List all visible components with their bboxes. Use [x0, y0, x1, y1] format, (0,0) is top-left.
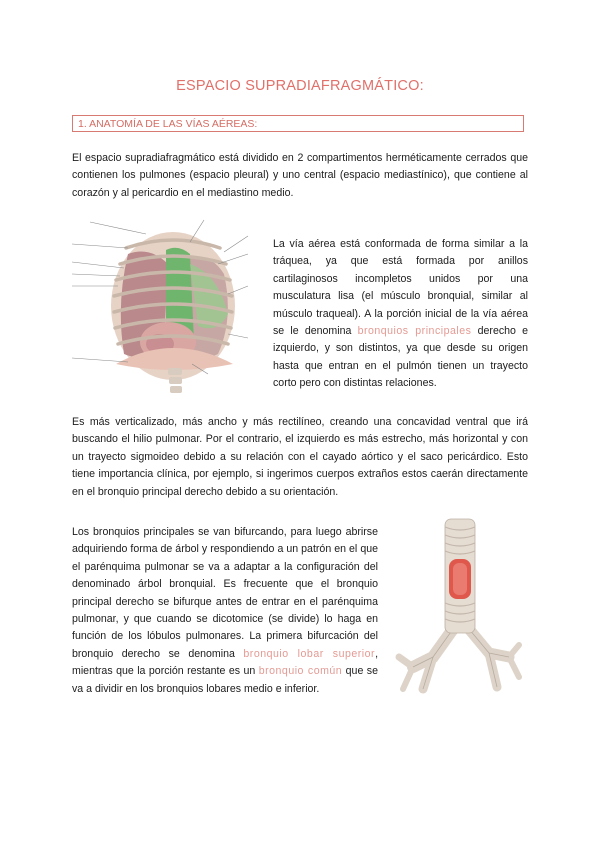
paragraph-tree-text-1: Los bronquios principales se van bifurcando, para luego abrirse adquiriendo forma de árbol y respondiendo a un patrón en el que el parénquima pulmonar se va a adaptar a la configuración del denominado árbol bronquial. Es frecuente que el bronquio principal derecho se bifurque antes de entrar en el parénquima pulmonar, y que cuando se dicotomice (se divide) lo haga en función de los lóbulos pulmonares. La primera bifurcación del bronquio derecho se denomina [72, 526, 378, 660]
paragraph-airway-text-1: La vía aérea está conformada de forma similar a la tráquea, ya que está formada por anillos cartilaginosos incompletos unidos por una musculatura lisa (el músculo bronquial, similar al músculo traqueal). A la porción inicial de la vía aérea se le denomina [273, 238, 528, 338]
thorax-illustration [68, 214, 266, 394]
paragraph-tree-text-2: , mientras que la porción restante es un [72, 647, 379, 678]
paragraph-tree-text-3: que se va a dividir en los bronquios lobares medio e inferior. [72, 665, 378, 695]
highlight-bronquios-principales: bronquios principales [357, 325, 472, 338]
paragraph-airway-text-2: derecho e izquierdo, y son distintos, ya que desde su origen hasta que entran en el pulmón tienen un trayecto corto pero con distintas relaciones. [273, 325, 529, 390]
highlight-bronquio-lobar-superior: bronquio lobar superior [243, 647, 376, 660]
page-title: ESPACIO SUPRADIAFRAGMÁTICO: [176, 78, 424, 94]
paragraph-bronchial-tree [72, 524, 378, 698]
paragraph-intro: El espacio supradiafragmático está dividido en 2 compartimentos herméticamente cerrados que contienen los pulmones (espacio pleural) y uno central (espacio mediastínico), que contiene al corazón y al pericardio en el mediastino medio. [72, 152, 528, 199]
paragraph-right-bronchus: Es más verticalizado, más ancho y más rectilíneo, creando una concavidad ventral que irá buscando el hilio pulmonar. Por el contrario, el izquierdo es más estrecho, más horizontal y con un trayecto sigmoideo debido a su relación con el cayado aórtico y el saco pericárdico. Esto tiene importancia clínica, por ejemplo, si ingerimos cuerpos extraños estos caerán directamente en el bronquio principal derecho debido a su orientación. [72, 416, 528, 498]
section-heading: 1. ANATOMÍA DE LAS VÍAS AÉREAS: [72, 115, 524, 132]
paragraph-airway [273, 236, 528, 393]
trachea-illustration [393, 517, 525, 713]
highlight-bronquio-comun: bronquio común [258, 665, 343, 678]
